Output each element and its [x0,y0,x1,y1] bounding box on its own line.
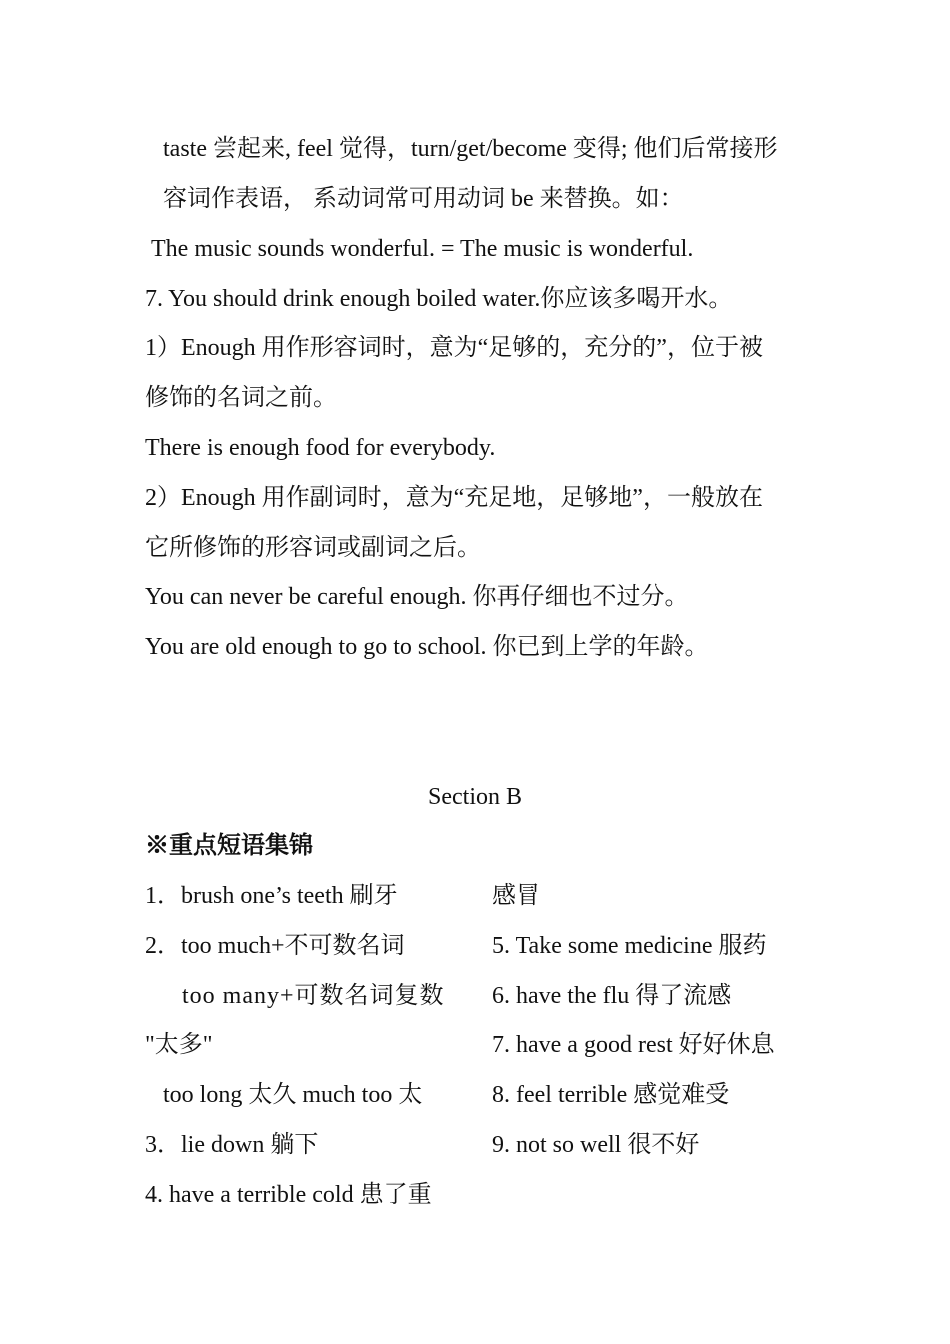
phrases-heading: ※重点短语集锦 [145,833,313,859]
body-line: 修饰的名词之前。 [145,385,337,411]
body-line: 容词作表语， 系动词常可用动词 be 来替换。如： [163,186,684,212]
phrase-item-left: too many+可数名词复数 [182,983,445,1009]
body-line: taste 尝起来, feel 觉得，turn/get/become 变得; 他们后常接形 [163,136,778,162]
body-line: The music sounds wonderful. = The music is wonderful. [151,236,694,262]
body-line: 7. You should drink enough boiled water.你应该多喝开水。 [145,286,733,312]
phrase-item-right: 6. have the flu 得了流感 [492,983,732,1009]
body-line: You can never be careful enough. 你再仔细也不过分。 [145,584,689,610]
phrase-item-left: 3．lie down 躺下 [145,1132,319,1158]
phrase-item-right: 5. Take some medicine 服药 [492,933,767,959]
section-title: Section B [428,784,522,810]
body-line: There is enough food for everybody. [145,435,496,461]
phrase-item-left: 2．too much+不可数名词 [145,933,405,959]
body-line: 1）Enough 用作形容词时，意为“足够的，充分的”，位于被 [145,335,763,361]
phrase-item-left: too long 太久 much too 太 [163,1082,423,1108]
phrase-item-left: 4. have a terrible cold 患了重 [145,1182,432,1208]
phrase-item-left: 1．brush one’s teeth 刷牙 [145,883,398,909]
body-line: 它所修饰的形容词或副词之后。 [145,535,481,561]
phrase-item-right: 8. feel terrible 感觉难受 [492,1082,730,1108]
phrase-item-right: 9. not so well 很不好 [492,1132,700,1158]
phrase-item-right: 7. have a good rest 好好休息 [492,1032,775,1058]
body-line: You are old enough to go to school. 你已到上学的年龄。 [145,634,709,660]
body-line: 2）Enough 用作副词时，意为“充足地，足够地”，一般放在 [145,485,763,511]
phrase-item-right: 感冒 [492,883,540,909]
phrase-item-left: "太多" [145,1032,213,1058]
